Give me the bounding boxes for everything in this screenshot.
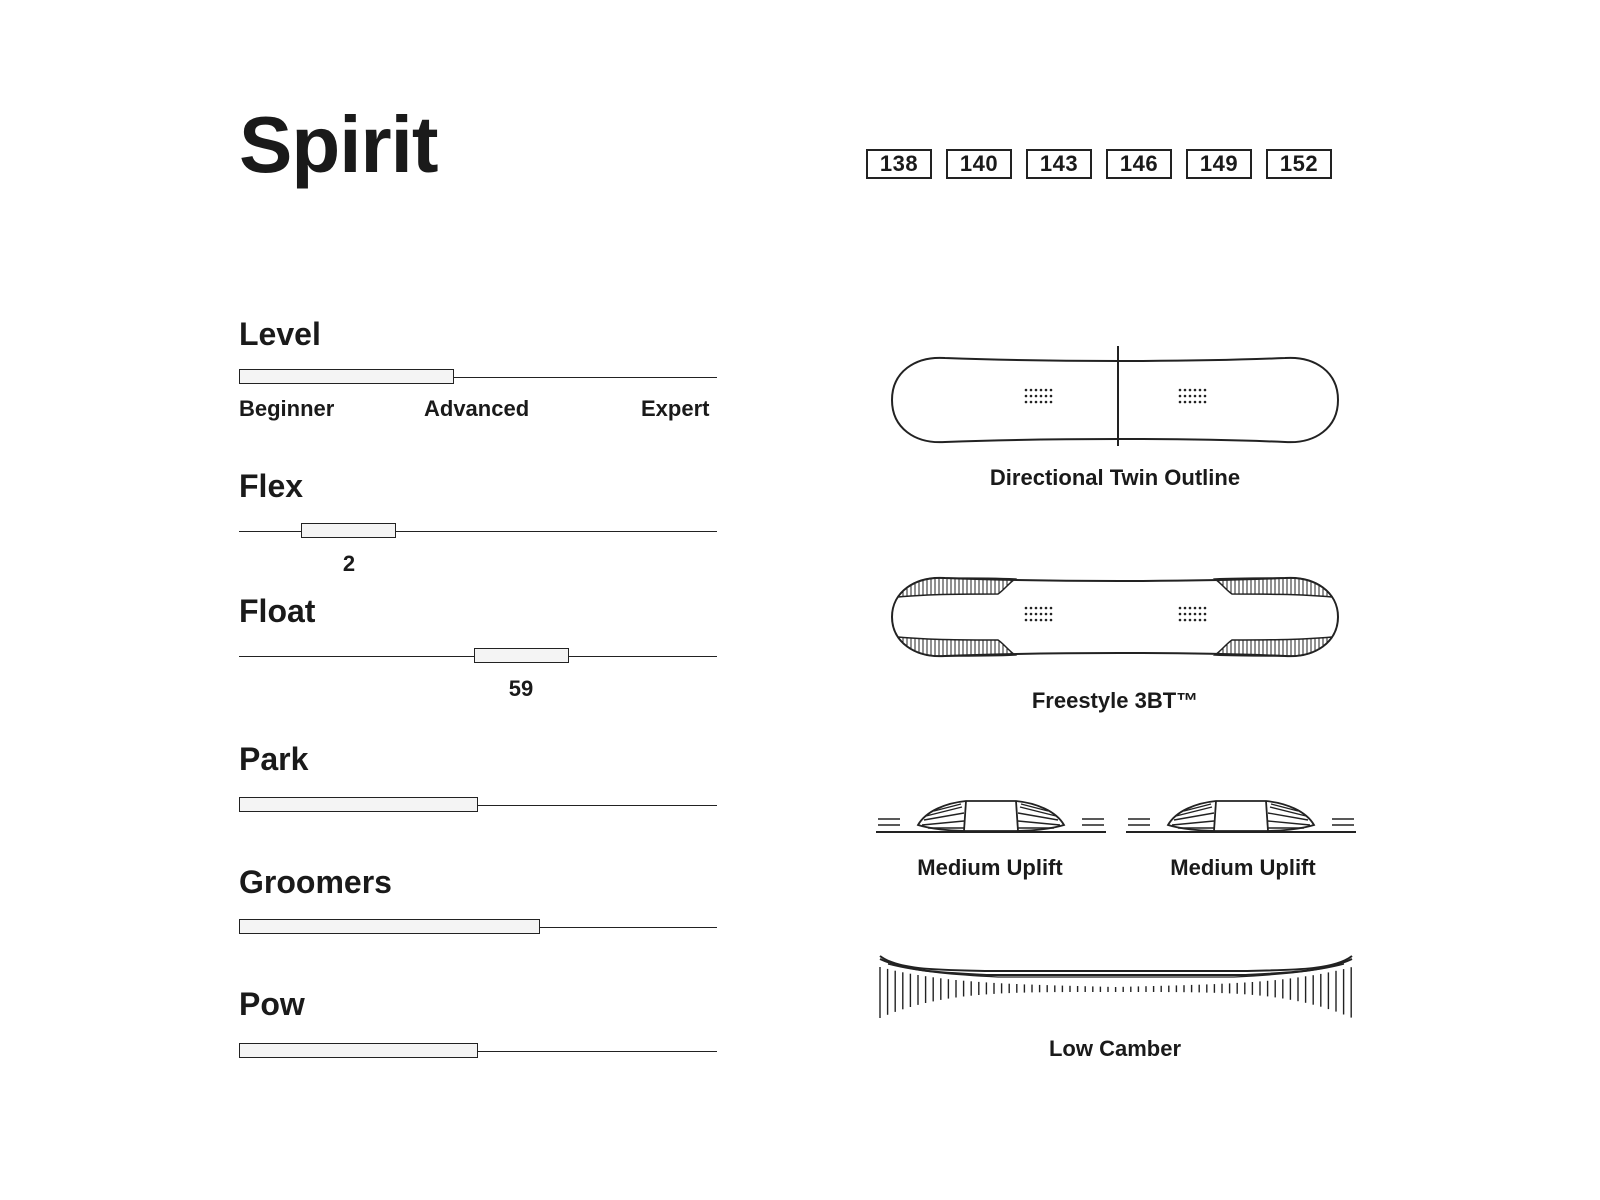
groomers-track	[239, 927, 717, 928]
snowboard-outline-icon	[890, 350, 1340, 450]
level-tick-beginner: Beginner	[239, 396, 335, 421]
pow-label: Pow	[239, 986, 305, 1022]
level-bar	[239, 369, 454, 384]
size-option[interactable]: 140	[946, 149, 1012, 179]
camber-profile-icon	[878, 948, 1354, 1023]
groomers-bar	[239, 919, 540, 934]
park-bar	[239, 797, 478, 812]
level-track	[239, 377, 717, 378]
size-option[interactable]: 143	[1026, 149, 1092, 179]
level-tick-advanced: Advanced	[424, 396, 530, 421]
uplift-icon	[1126, 795, 1356, 835]
uplift-right-caption: Medium Uplift	[1170, 855, 1316, 880]
snowboard-3bt-icon	[890, 572, 1340, 662]
pow-bar	[239, 1043, 478, 1058]
float-label: Float	[239, 593, 316, 629]
flex-value: 2	[342, 551, 356, 576]
shape-caption: Directional Twin Outline	[989, 465, 1241, 490]
uplift-icon	[876, 795, 1106, 835]
float-marker	[474, 648, 569, 663]
flex-marker	[301, 523, 396, 538]
size-option[interactable]: 138	[866, 149, 932, 179]
level-label: Level	[239, 316, 321, 352]
profile-caption: Low Camber	[1048, 1036, 1182, 1061]
float-track	[239, 656, 717, 657]
float-value: 59	[508, 676, 534, 701]
flex-label: Flex	[239, 468, 304, 504]
park-label: Park	[239, 741, 309, 777]
tech-caption: Freestyle 3BT™	[1031, 688, 1199, 713]
page-title: Spirit	[239, 100, 438, 189]
size-option[interactable]: 152	[1266, 149, 1332, 179]
groomers-label: Groomers	[239, 864, 392, 900]
size-option[interactable]: 149	[1186, 149, 1252, 179]
pow-track	[239, 1051, 717, 1052]
level-tick-expert: Expert	[641, 396, 710, 421]
park-track	[239, 805, 717, 806]
size-option[interactable]: 146	[1106, 149, 1172, 179]
flex-track	[239, 531, 717, 532]
uplift-left-caption: Medium Uplift	[917, 855, 1063, 880]
size-selector	[866, 149, 1332, 179]
